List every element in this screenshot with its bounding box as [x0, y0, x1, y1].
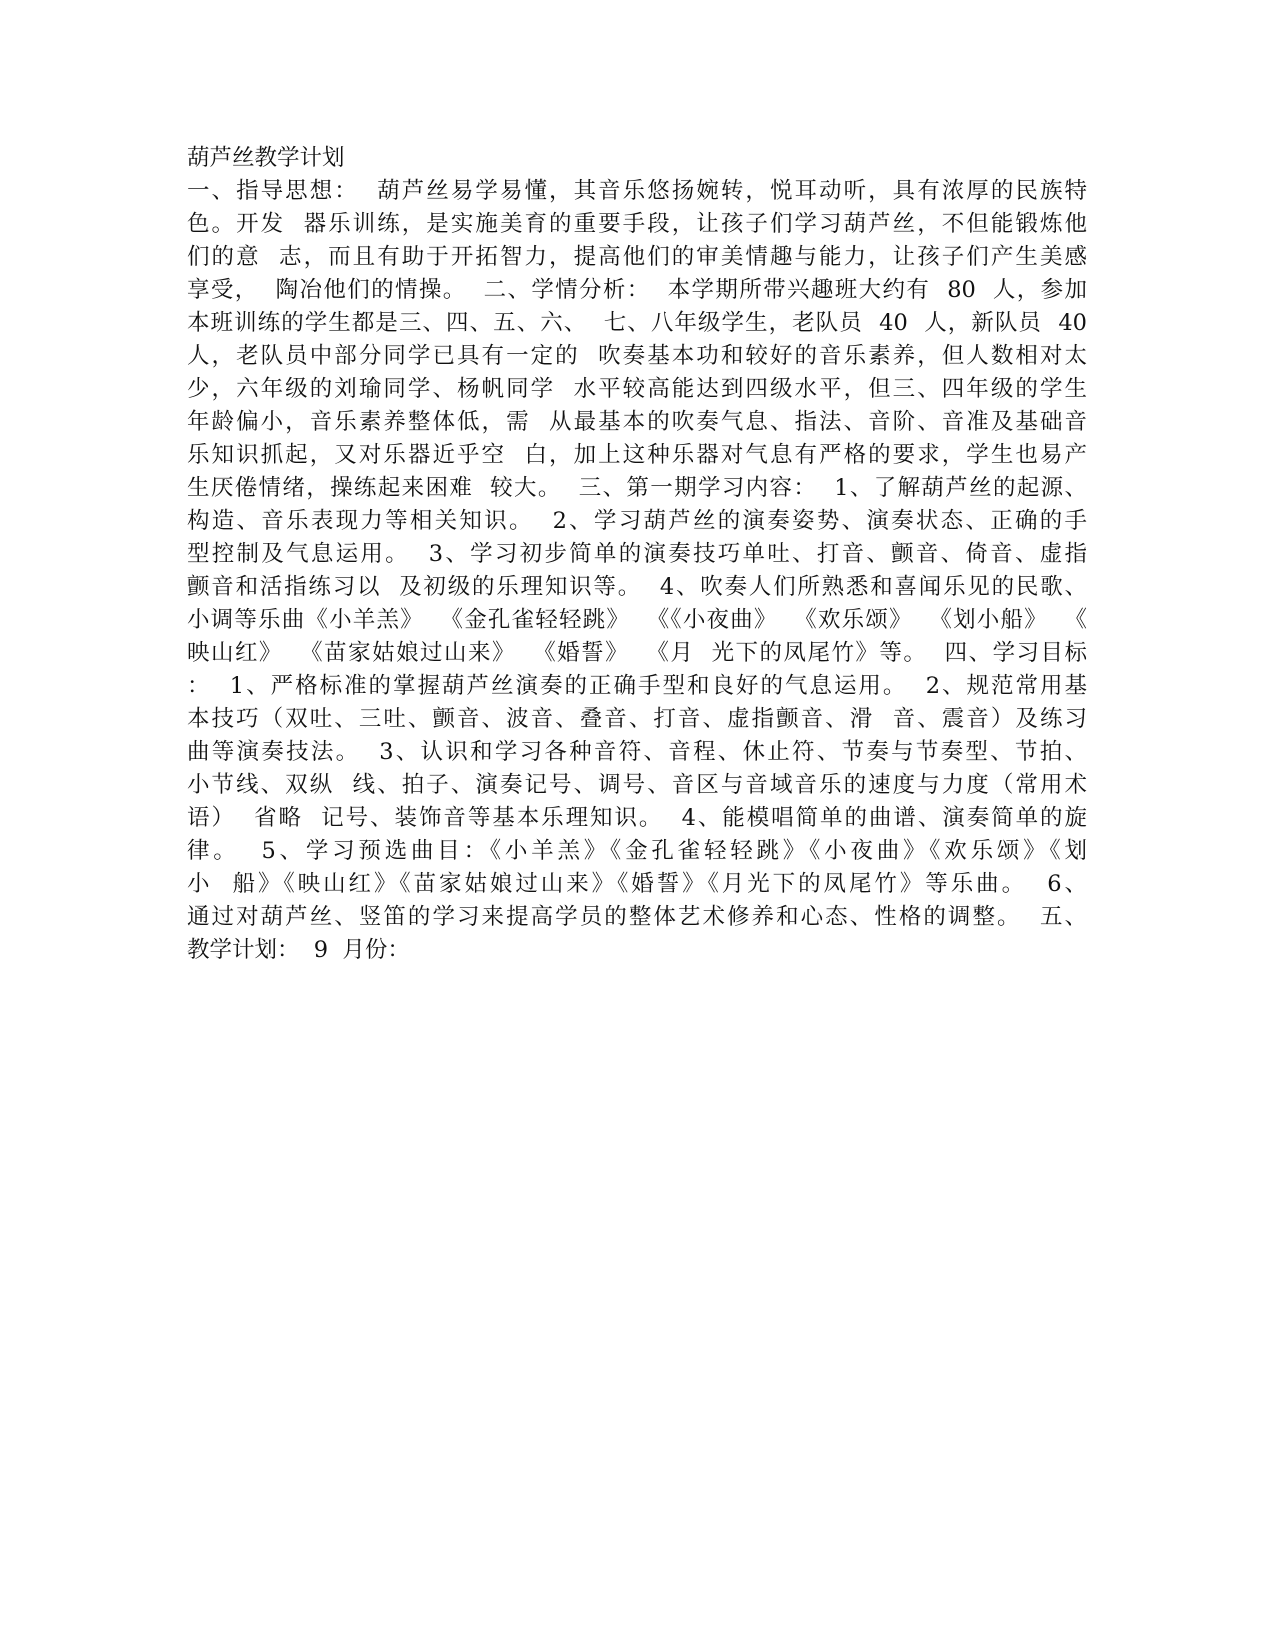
body-line: ： 1、严格标准的掌握葫芦丝演奏的正确手型和良好的气息运用。 2、规范常用基: [187, 673, 1087, 699]
body-line: 们的意 志，而且有助于开拓智力，提高他们的审美情趣与能力，让孩子们产生美感: [187, 244, 1087, 270]
body-line: 曲等演奏技法。 3、认识和学习各种音符、音程、休止符、节奏与节奏型、节拍、: [187, 739, 1087, 765]
body-line: 小节线、双纵 线、拍子、演奏记号、调号、音区与音域音乐的速度与力度（常用术: [187, 772, 1087, 798]
body-line: 享受， 陶冶他们的情操。 二、学情分析： 本学期所带兴趣班大约有 80 人，参加: [187, 277, 1087, 303]
body-line: 小调等乐曲《小羊羔》 《金孔雀轻轻跳》 《《小夜曲》 《欢乐颂》 《划小船》 《: [187, 607, 1087, 633]
body-line: 语） 省略 记号、装饰音等基本乐理知识。 4、能模唱简单的曲谱、演奏简单的旋: [187, 805, 1087, 831]
document-body: [187, 142, 1087, 967]
body-line: 年龄偏小，音乐素养整体低，需 从最基本的吹奏气息、指法、音阶、音准及基础音: [187, 409, 1087, 435]
body-line: 律。 5、学习预选曲目：《小羊羔》《金孔雀轻轻跳》《小夜曲》《欢乐颂》《划: [187, 838, 1087, 864]
body-line: 教学计划： 9 月份：: [187, 937, 410, 963]
body-line: 通过对葫芦丝、竖笛的学习来提高学员的整体艺术修养和心态、性格的调整。 五、: [187, 904, 1087, 930]
body-line: 乐知识抓起，又对乐器近乎空 白，加上这种乐器对气息有严格的要求，学生也易产: [187, 442, 1087, 468]
body-line: 生厌倦情绪，操练起来困难 较大。 三、第一期学习内容： 1、了解葫芦丝的起源、: [187, 475, 1087, 501]
body-line: 颤音和活指练习以 及初级的乐理知识等。 4、吹奏人们所熟悉和喜闻乐见的民歌、: [187, 574, 1087, 600]
body-line: 小 船》《映山红》《苗家姑娘过山来》《婚誓》《月光下的凤尾竹》等乐曲。 6、: [187, 871, 1087, 897]
body-line: 构造、音乐表现力等相关知识。 2、学习葫芦丝的演奏姿势、演奏状态、正确的手: [187, 508, 1087, 534]
body-line: 色。开发 器乐训练，是实施美育的重要手段，让孩子们学习葫芦丝，不但能锻炼他: [187, 211, 1087, 237]
body-line: 本技巧（双吐、三吐、颤音、波音、叠音、打音、虚指颤音、滑 音、震音）及练习: [187, 706, 1087, 732]
body-line: 型控制及气息运用。 3、学习初步简单的演奏技巧单吐、打音、颤音、倚音、虚指: [187, 541, 1087, 567]
body-line: 映山红》 《苗家姑娘过山来》 《婚誓》 《月 光下的凤尾竹》等。 四、学习目标: [187, 640, 1087, 666]
body-line: 少，六年级的刘瑜同学、杨帆同学 水平较高能达到四级水平，但三、四年级的学生: [187, 376, 1087, 402]
document-title: 葫芦丝教学计划: [187, 145, 345, 171]
body-line: 人，老队员中部分同学已具有一定的 吹奏基本功和较好的音乐素养，但人数相对太: [187, 343, 1087, 369]
body-line: 一、指导思想： 葫芦丝易学易懂，其音乐悠扬婉转，悦耳动听，具有浓厚的民族特: [187, 178, 1087, 204]
body-line: 本班训练的学生都是三、四、五、六、 七、八年级学生，老队员 40 人，新队员 40: [187, 310, 1087, 336]
